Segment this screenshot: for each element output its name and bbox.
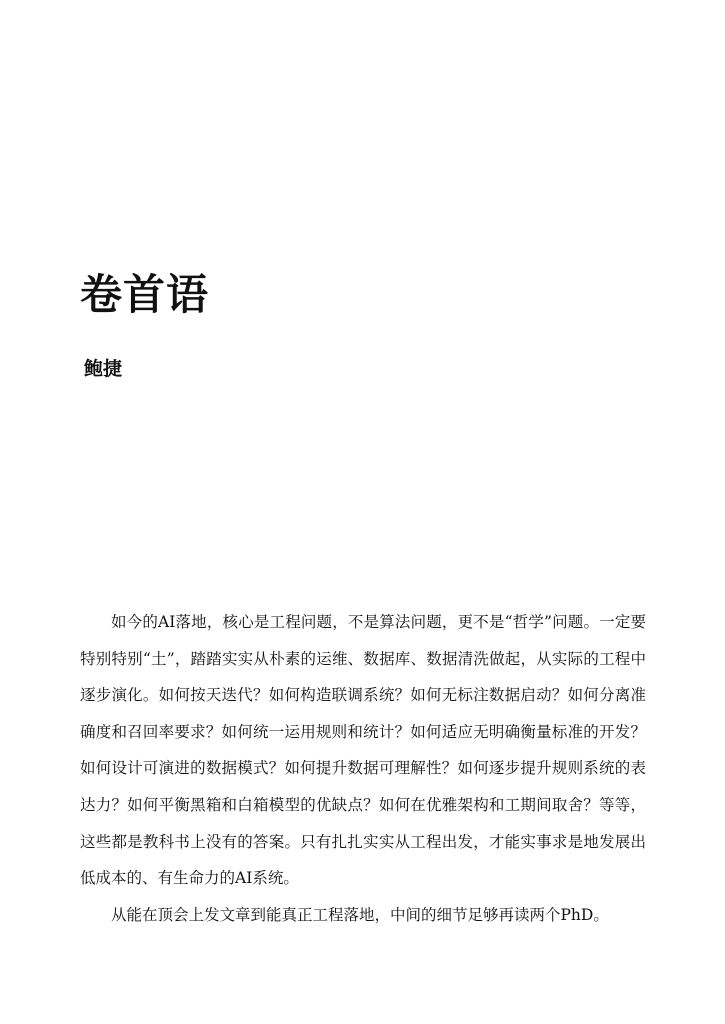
page-title: 卷首语 [80,270,210,319]
paragraph-1: 如今的AI落地，核心是工程问题，不是算法问题，更不是“哲学”问题。一定要特别特别“土”，踏踏实实从朴素的运维、数据库、数据清洗做起，从实际的工程中逐步演化。如何按天迭代？如何构造联调系统？如何无标注数据启动？如何分离准确度和召回率要求？如何统一运用规则和统计？如何适应无明确衡量标准的开发？如何设计可演进的数据模式？如何提升数据可理解性？如何逐步提升规则系统的表达力？如何平衡黑箱和白箱模型的优缺点？如何在优雅架构和工期间取舍？等等，这些都是教科书上没有的答案。只有扎扎实实从工程出发，才能实事求是地发展出低成本的、有生命力的AI系统。 [80,613,646,888]
body-text [80,604,646,933]
author-name: 鲍捷 [84,358,123,380]
paragraph-2: 从能在顶会上发文章到能真正工程落地，中间的细节足够再读两个PhD。 [111,905,609,924]
